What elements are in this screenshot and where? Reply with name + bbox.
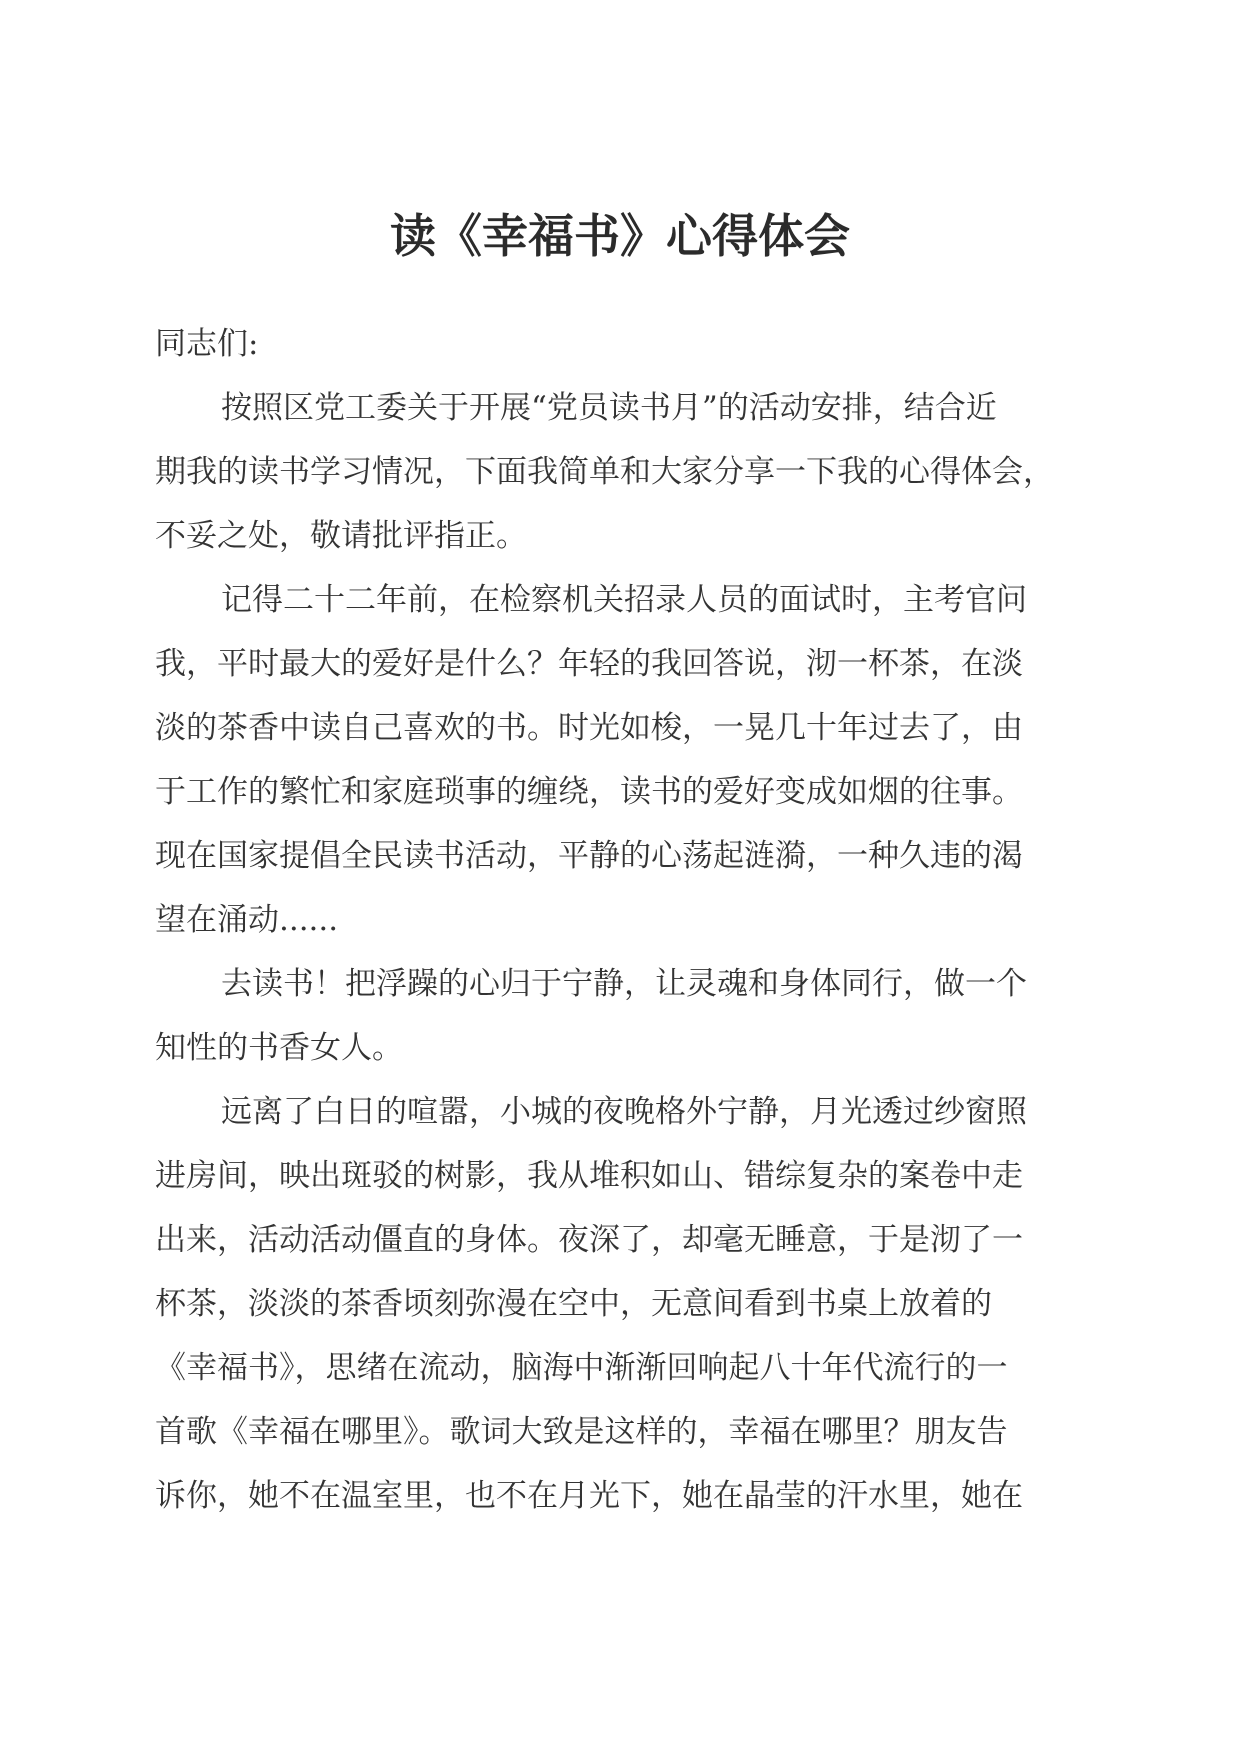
document-body [155,312,1075,1528]
text-line: 我，平时最大的爱好是什么？年轻的我回答说，沏一杯茶，在淡 [155,646,1023,682]
text-line: 期我的读书学习情况，下面我简单和大家分享一下我的心得体会， [155,454,1054,490]
text-line: 望在涌动...... [155,902,339,938]
text-line: 记得二十二年前，在检察机关招录人员的面试时，主考官问 [221,582,1027,618]
text-line: 进房间，映出斑驳的树影，我从堆积如山、错综复杂的案卷中走 [155,1158,1023,1194]
text-line: 不妥之处，敬请批评指正。 [155,518,527,554]
text-line: 去读书！把浮躁的心归于宁静，让灵魂和身体同行，做一个 [221,966,1027,1002]
text-line: 按照区党工委关于开展“党员读书月”的活动安排，结合近 [221,390,997,426]
text-line: 诉你，她不在温室里，也不在月光下，她在晶莹的汗水里，她在 [155,1478,1023,1514]
text-line: 杯茶，淡淡的茶香顷刻弥漫在空中，无意间看到书桌上放着的 [155,1286,992,1322]
text-line: 首歌《幸福在哪里》。歌词大致是这样的，幸福在哪里？朋友告 [155,1414,1008,1450]
text-line: 现在国家提倡全民读书活动，平静的心荡起涟漪，一种久违的渴 [155,838,1023,874]
text-line: 远离了白日的喧嚣，小城的夜晚格外宁静，月光透过纱窗照 [221,1094,1027,1130]
text-line: 知性的书香女人。 [155,1030,403,1066]
text-line: 《幸福书》，思绪在流动，脑海中渐渐回响起八十年代流行的一 [155,1350,1008,1386]
document-title: 读《幸福书》心得体会 [390,209,850,263]
text-line: 于工作的繁忙和家庭琐事的缠绕，读书的爱好变成如烟的往事。 [155,774,1023,810]
text-line: 出来，活动活动僵直的身体。夜深了，却毫无睡意，于是沏了一 [155,1222,1023,1258]
text-line: 同志们: [155,326,259,362]
text-line: 淡的茶香中读自己喜欢的书。时光如梭，一晃几十年过去了，由 [155,710,1023,746]
